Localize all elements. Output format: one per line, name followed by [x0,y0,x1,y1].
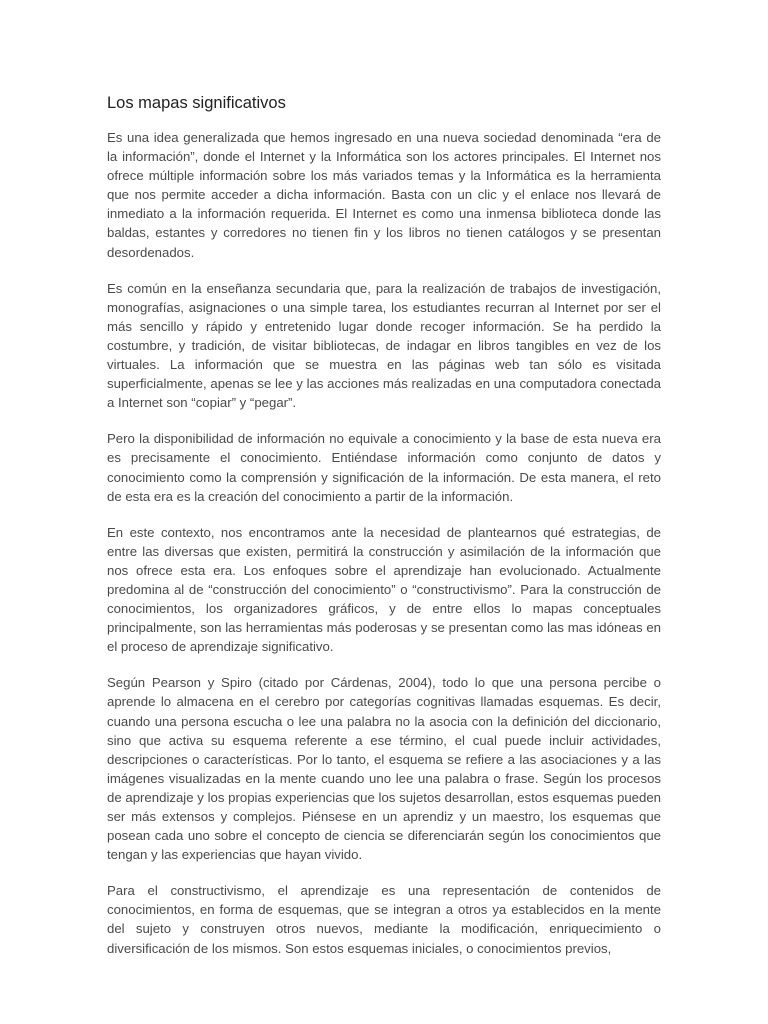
page-title: Los mapas significativos [107,94,286,112]
document-page [107,92,661,975]
paragraph-pearson-spiro: Según Pearson y Spiro (citado por Cárdenas, 2004), todo lo que una persona percibe o aprende lo almacena en el cerebro por categorías cognitivas llamadas esquemas. Es decir, cuando una persona escucha o lee una palabra no la asocia con la definición del diccionario, sino que activa su esquema referente a ese término, el cual puede incluir actividades, descripciones o características. Por lo tanto, el esquema se refiere a las asociaciones y a las imágenes visualizadas en la mente cuando uno lee una palabra o frase. Según los procesos de aprendizaje y los propias experiencias que los sujetos desarrollan, estos esquemas pueden ser más extensos y complejos. Piénsese en un aprendiz y un maestro, los esquemas que posean cada uno sobre el concepto de ciencia se diferenciarán según los conocimientos que tengan y las experiencias que hayan vivido. [107,675,661,863]
paragraph-era-informacion: Es una idea generalizada que hemos ingresado en una nueva sociedad denominada “era de la información”, donde el Internet y la Informática son los actores principales. El Internet nos ofrece múltiple información sobre los más variados temas y la Informática es la herramienta que nos permite acceder a dicha información. Basta con un clic y el enlace nos llevará de inmediato a la información requerida. El Internet es como una inmensa biblioteca donde las baldas, estantes y corredores no tienen fin y los libros no tienen catálogos y se presentan desordenados. [107,130,661,260]
paragraph-constructivismo-aprendizaje: Para el constructivismo, el aprendizaje es una representación de contenidos de conocimientos, en forma de esquemas, que se integran a otros ya establecidos en la mente del sujeto y construyen otros nuevos, mediante la modificación, enriquecimiento o diversificación de los mismos. Son estos esquemas iniciales, o conocimientos previos, [107,883,661,956]
paragraph-ensenanza-secundaria: Es común en la enseñanza secundaria que, para la realización de trabajos de investigación, monografías, asignaciones o una simple tarea, los estudiantes recurran al Internet por ser el más sencillo y rápido y entretenido lugar donde recoger información. Se ha perdido la costumbre, y tradición, de visitar bibliotecas, de indagar en libros tangibles en vez de los virtuales. La información que se muestra en las páginas web tan sólo es visitada superficialmente, apenas se lee y las acciones más realizadas en una computadora conectada a Internet son “copiar” y “pegar”. [107,280,661,411]
paragraph-disponibilidad-informacion: Pero la disponibilidad de información no equivale a conocimiento y la base de esta nueva era es precisamente el conocimiento. Entiéndase información como conjunto de datos y conocimiento como la comprensión y significación de la información. De esta manera, el reto de esta era es la creación del conocimiento a partir de la información. [107,431,661,504]
paragraph-contexto-constructivismo: En este contexto, nos encontramos ante la necesidad de plantearnos qué estrategias, de entre las diversas que existen, permitirá la construcción y asimilación de la información que nos ofrece esta era. Los enfoques sobre el aprendizaje han evolucionado. Actualmente predomina al de “construcción del conocimiento” o “constructivismo”. Para la construcción de conocimientos, los organizadores gráficos, y de entre ellos lo mapas conceptuales principalmente, son las herramientas más poderosas y se presentan como las mas idóneas en el proceso de aprendizaje significativo. [107,524,661,655]
